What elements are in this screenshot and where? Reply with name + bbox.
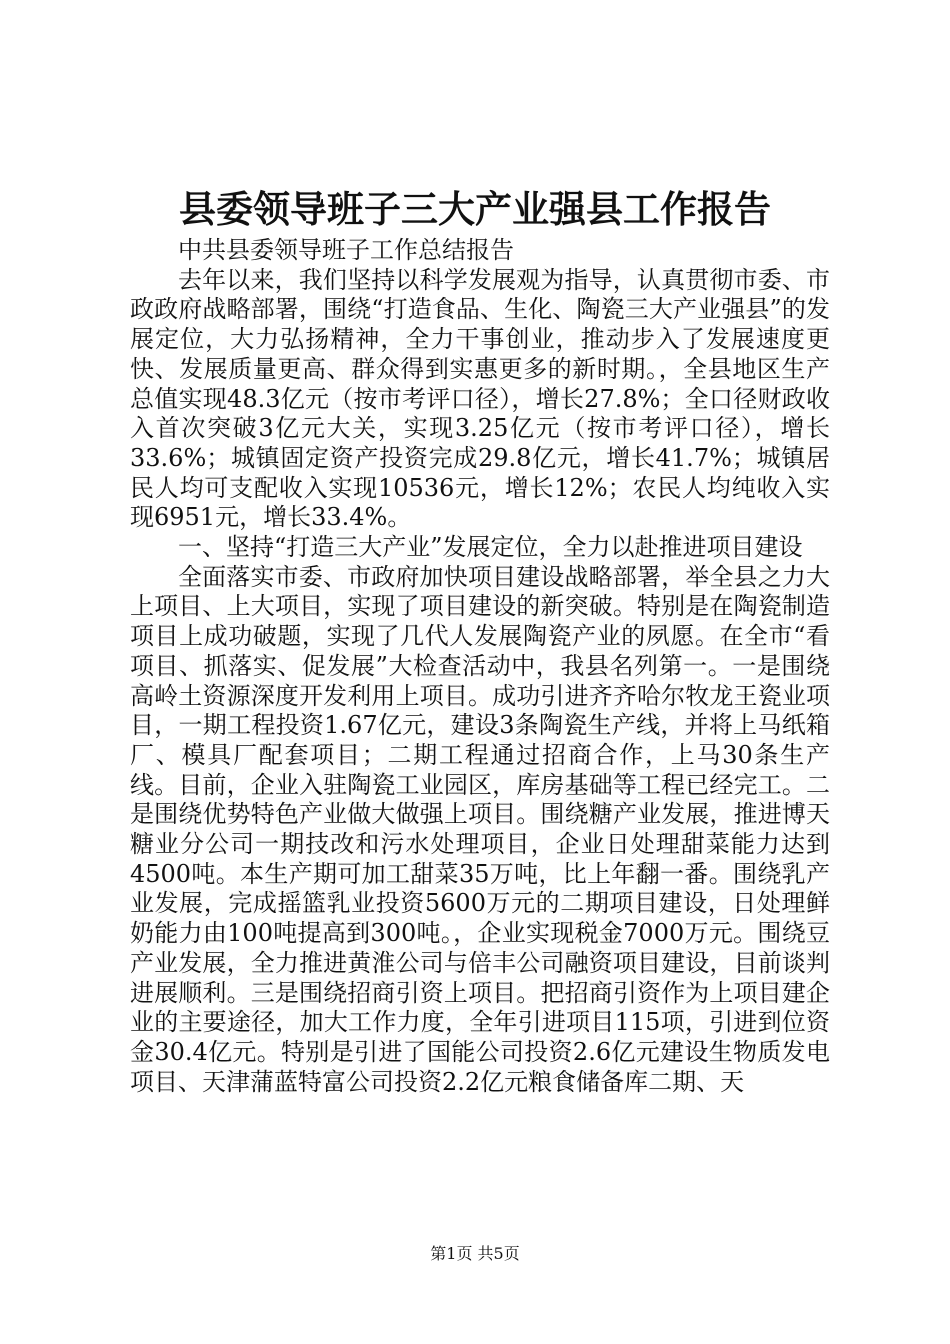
paragraph-projects: 全面落实市委、市政府加快项目建设战略部署，举全县之力大上项目、上大项目，实现了项目建设的新突破。特别是在陶瓷制造项目上成功破题，实现了几代人发展陶瓷产业的夙愿。在全市“看项目、抓落实、促发展”大检查活动中，我县名列第一。一是围绕高岭土资源深度开发利用上项目。成功引进齐齐哈尔牧龙王瓷业项目，一期工程投资1.67亿元，建设3条陶瓷生产线，并将上马纸箱厂、模具厂配套项目；二期工程通过招商合作，上马30条生产线。目前，企业入驻陶瓷工业园区，库房基础等工程已经完工。二是围绕优势特色产业做大做强上项目。围绕糖产业发展，推进博天糖业分公司一期技改和污水处理项目，企业日处理甜菜能力达到4500吨。本生产期可加工甜菜35万吨，比上年翻一番。围绕乳产业发展，完成摇篮乳业投资5600万元的二期项目建设，日处理鲜奶能力由100吨提高到300吨。，企业实现税金7000万元。围绕豆产业发展，全力推进黄淮公司与倍丰公司融资项目建设，目前谈判进展顺利。三是围绕招商引资上项目。把招商引资作为上项目建企业的主要途径，加大工作力度，全年引进项目115项，引进到位资金30.4亿元。特别是引进了国能公司投资2.6亿元建设生物质发电项目、天津蒲蓝特富公司投资2.2亿元粮食储备库二期、天: [130, 562, 830, 1096]
document-title: 县委领导班子三大产业强县工作报告: [179, 187, 771, 231]
paragraph-subtitle: 中共县委领导班子工作总结报告: [178, 236, 514, 264]
paragraph-summary: 去年以来，我们坚持以科学发展观为指导，认真贯彻市委、市政政府战略部署，围绕“打造食品、生化、陶瓷三大产业强县”的发展定位，大力弘扬精神，全力干事创业，推动步入了发展速度更快、发展质量更高、群众得到实惠更多的新时期。，全县地区生产总值实现48.3亿元（按市考评口径），增长27.8%；全口径财政收入首次突破3亿元大关，实现3.25亿元（按市考评口径），增长33.6%；城镇固定资产投资完成29.8亿元，增长41.7%；城镇居民人均可支配收入实现10536元，增长12%；农民人均纯收入实现6951元，增长33.4%。: [130, 265, 830, 532]
page-number-footer: 第1页 共5页: [430, 1244, 520, 1263]
document-body: [130, 236, 830, 1097]
section-heading: 一、坚持“打造三大产业”发展定位，全力以赴推进项目建设: [178, 533, 803, 562]
